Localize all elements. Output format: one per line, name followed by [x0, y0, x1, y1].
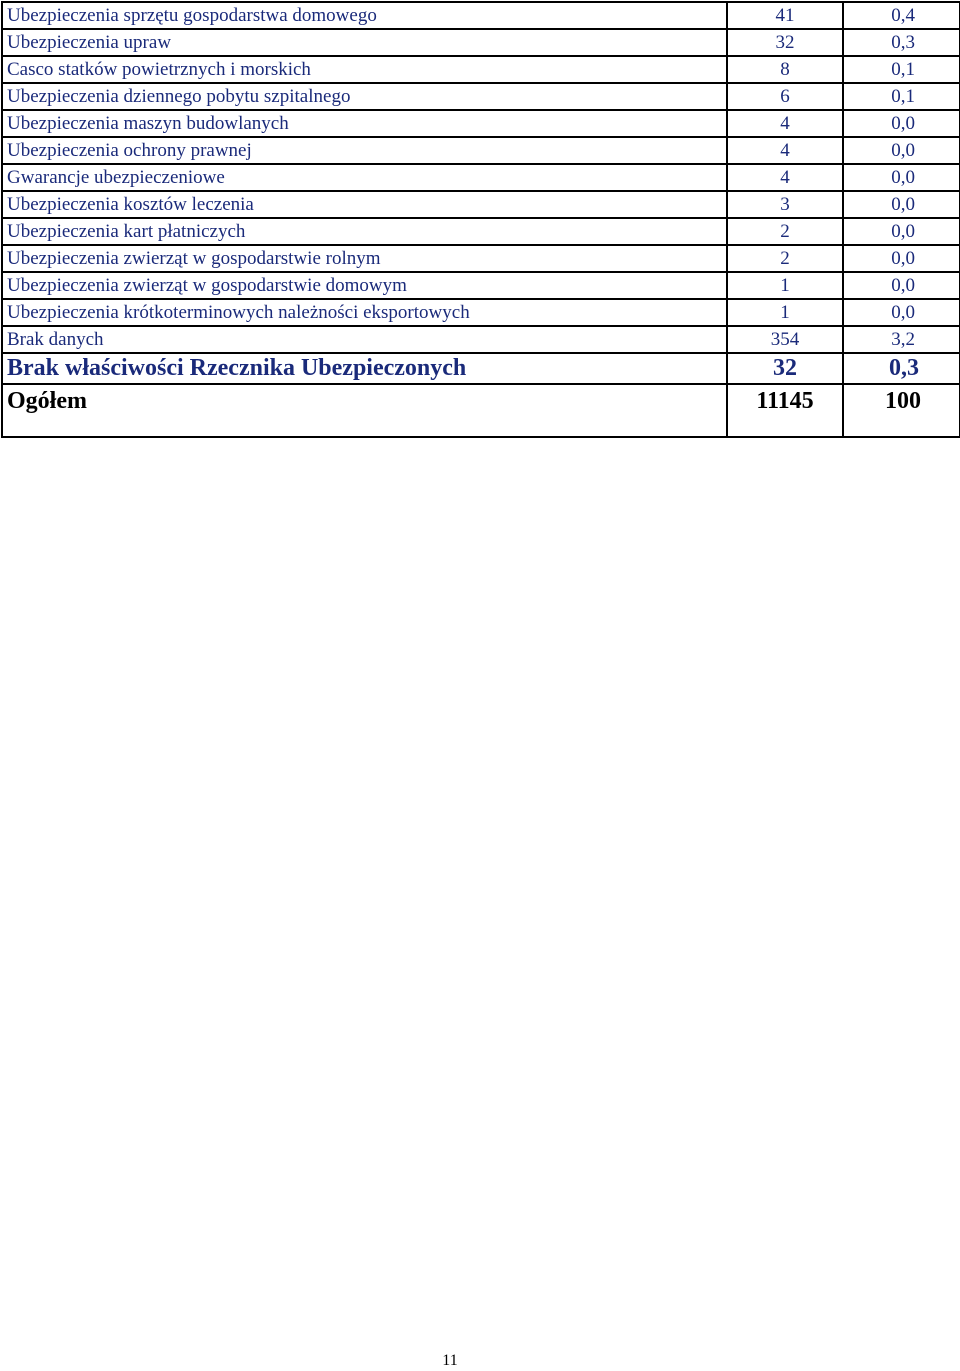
category-name-cell: Ubezpieczenia zwierząt w gospodarstwie domowym: [2, 272, 727, 299]
table-row: [2, 218, 960, 245]
category-name-cell: Ubezpieczenia upraw: [2, 29, 727, 56]
statistics-table: [1, 1, 960, 438]
percent-cell: 0,0: [843, 245, 960, 272]
count-cell: 32: [727, 29, 843, 56]
category-name-cell: Ubezpieczenia maszyn budowlanych: [2, 110, 727, 137]
page-number: 11: [442, 1352, 458, 1369]
percent-cell: 0,0: [843, 299, 960, 326]
rpo-row: [2, 353, 960, 384]
percent-cell: 0,3: [843, 29, 960, 56]
percent-cell: 0,0: [843, 110, 960, 137]
percent-cell: 0,0: [843, 137, 960, 164]
category-name-cell: Ubezpieczenia ochrony prawnej: [2, 137, 727, 164]
count-cell: 2: [727, 245, 843, 272]
table-row: [2, 137, 960, 164]
rpo-name-cell: Brak właściwości Rzecznika Ubezpieczonych: [2, 353, 727, 384]
table-row: [2, 83, 960, 110]
category-name-cell: Ubezpieczenia zwierząt w gospodarstwie rolnym: [2, 245, 727, 272]
table-row: [2, 29, 960, 56]
table-row: [2, 299, 960, 326]
count-cell: 41: [727, 2, 843, 29]
table-row: [2, 191, 960, 218]
table-row: [2, 245, 960, 272]
category-name-cell: Casco statków powietrznych i morskich: [2, 56, 727, 83]
category-name-cell: Ubezpieczenia dziennego pobytu szpitalnego: [2, 83, 727, 110]
percent-cell: 3,2: [843, 326, 960, 353]
table-row: [2, 110, 960, 137]
percent-cell: 0,0: [843, 191, 960, 218]
table-row: [2, 2, 960, 29]
total-row: [2, 384, 960, 437]
count-cell: 1: [727, 299, 843, 326]
category-name-cell: Gwarancje ubezpieczeniowe: [2, 164, 727, 191]
category-name-cell: Ubezpieczenia krótkoterminowych należności eksportowych: [2, 299, 727, 326]
percent-cell: 0,1: [843, 56, 960, 83]
total-name-cell: Ogółem: [2, 384, 727, 437]
count-cell: 4: [727, 110, 843, 137]
table-row: [2, 164, 960, 191]
category-name-cell: Ubezpieczenia kosztów leczenia: [2, 191, 727, 218]
category-name-cell: Brak danych: [2, 326, 727, 353]
percent-cell: 0,4: [843, 2, 960, 29]
count-cell: 4: [727, 164, 843, 191]
count-cell: 3: [727, 191, 843, 218]
count-cell: 6: [727, 83, 843, 110]
total-count-cell: 11145: [727, 384, 843, 437]
count-cell: 354: [727, 326, 843, 353]
percent-cell: 0,1: [843, 83, 960, 110]
category-name-cell: Ubezpieczenia kart płatniczych: [2, 218, 727, 245]
table-body: [2, 2, 960, 437]
table-row: [2, 56, 960, 83]
total-pct-cell: 100: [843, 384, 960, 437]
count-cell: 8: [727, 56, 843, 83]
table-row: [2, 326, 960, 353]
percent-cell: 0,0: [843, 164, 960, 191]
table-row: [2, 272, 960, 299]
percent-cell: 0,0: [843, 272, 960, 299]
category-name-cell: Ubezpieczenia sprzętu gospodarstwa domowego: [2, 2, 727, 29]
count-cell: 2: [727, 218, 843, 245]
count-cell: 1: [727, 272, 843, 299]
rpo-count-cell: 32: [727, 353, 843, 384]
percent-cell: 0,0: [843, 218, 960, 245]
count-cell: 4: [727, 137, 843, 164]
rpo-pct-cell: 0,3: [843, 353, 960, 384]
